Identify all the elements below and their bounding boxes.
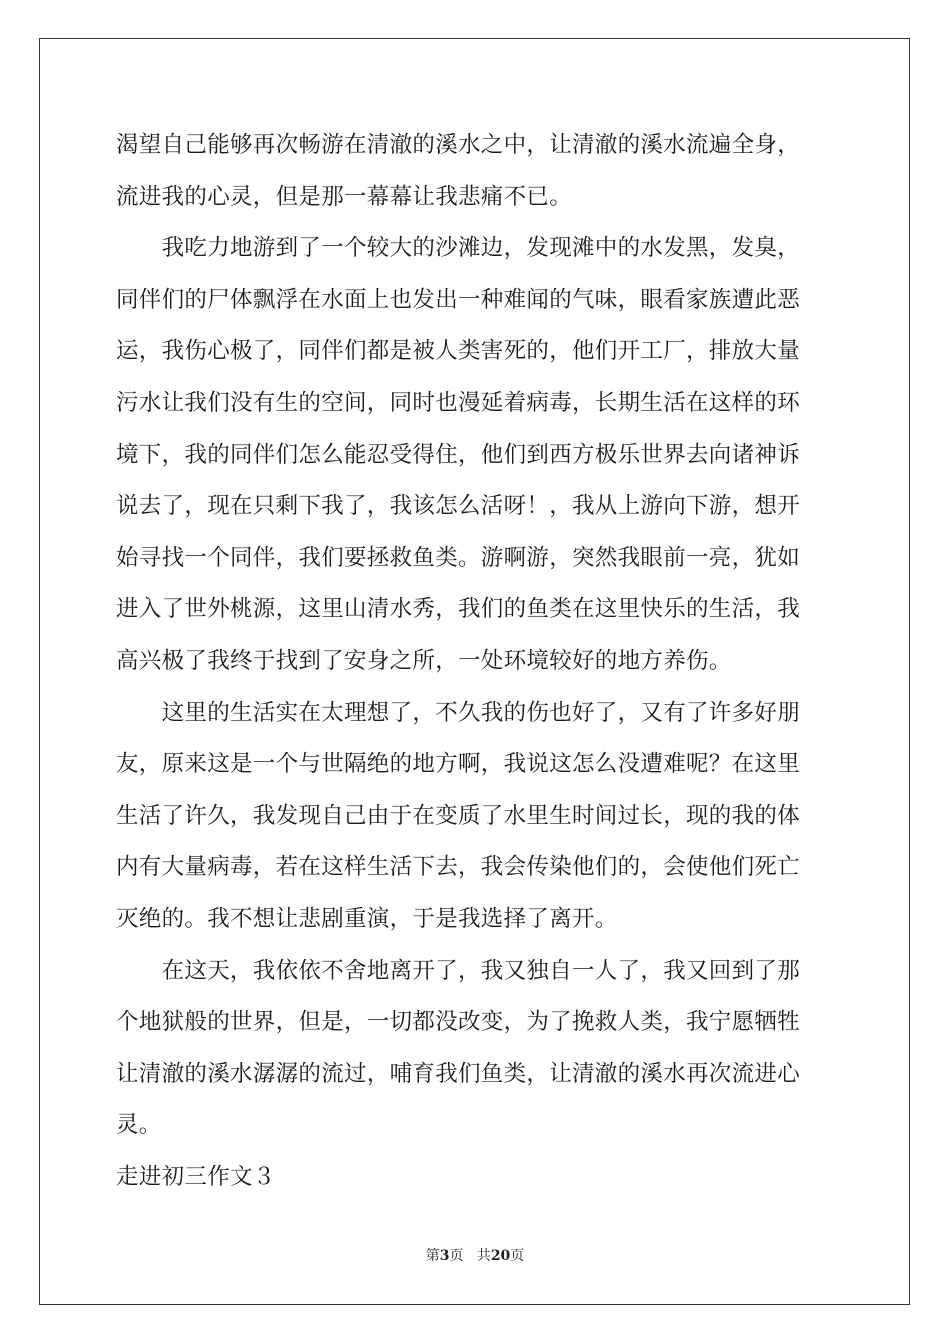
page-number: 3 — [439, 1248, 450, 1264]
text-line: 内有大量病毒，若在这样生活下去，我会传染他们的，会使他们死亡 — [116, 854, 801, 881]
text-line: 运，我伤心极了，同伴们都是被人类害死的，他们开工厂，排放大量 — [116, 338, 801, 365]
text-line: 在这天，我依依不舍地离开了，我又独自一人了，我又回到了那 — [116, 957, 801, 984]
text-line: 让清澈的溪水潺潺的流过，哺育我们鱼类，让清澈的溪水再次流进心 — [116, 1060, 801, 1087]
text-line: 说去了，现在只剩下我了，我该怎么活呀！，我从上游向下游，想开 — [116, 493, 801, 520]
text-line: 同伴们的尸体飘浮在水面上也发出一种难闻的气味，眼看家族遭此恶 — [116, 286, 801, 313]
text-line: 灵。 — [116, 1112, 162, 1139]
total-suffix: 页 — [510, 1248, 525, 1264]
text-line: 始寻找一个同伴，我们要拯救鱼类。游啊游，突然我眼前一亮，犹如 — [116, 544, 801, 571]
text-line: 生活了许久，我发现自己由于在变质了水里生时间过长，现的我的体 — [116, 802, 801, 829]
total-prefix: 共 — [476, 1248, 491, 1264]
total-pages: 20 — [490, 1248, 511, 1264]
text-line: 友，原来这是一个与世隔绝的地方啊，我说这怎么没遭难呢？在这里 — [116, 751, 801, 778]
text-line: 这里的生活实在太理想了，不久我的伤也好了，又有了许多好朋 — [116, 699, 801, 726]
document-body — [116, 120, 836, 1203]
text-line: 流进我的心灵，但是那一幕幕让我悲痛不已。 — [116, 183, 573, 210]
page-prefix: 第 — [425, 1248, 440, 1264]
text-line: 污水让我们没有生的空间，同时也漫延着病毒，长期生活在这样的环 — [116, 389, 801, 416]
text-line: 进入了世外桃源，这里山清水秀，我们的鱼类在这里快乐的生活，我 — [116, 596, 801, 623]
section-heading: 走进初三作文３ — [116, 1163, 276, 1190]
page-footer — [0, 1245, 950, 1265]
text-line: 境下，我的同伴们怎么能忍受得住，他们到西方极乐世界去向诸神诉 — [116, 441, 801, 468]
text-line: 个地狱般的世界，但是，一切都没改变，为了挽救人类，我宁愿牺牲 — [116, 1009, 801, 1036]
text-line: 渴望自己能够再次畅游在清澈的溪水之中，让清澈的溪水流遍全身， — [116, 132, 801, 158]
text-line: 我吃力地游到了一个较大的沙滩边，发现滩中的水发黑，发臭， — [116, 235, 801, 262]
page-suffix: 页 — [449, 1248, 464, 1264]
text-line: 高兴极了我终于找到了安身之所，一处环境较好的地方养伤。 — [116, 647, 732, 674]
text-line: 灭绝的。我不想让悲剧重演，于是我选择了离开。 — [116, 905, 618, 932]
